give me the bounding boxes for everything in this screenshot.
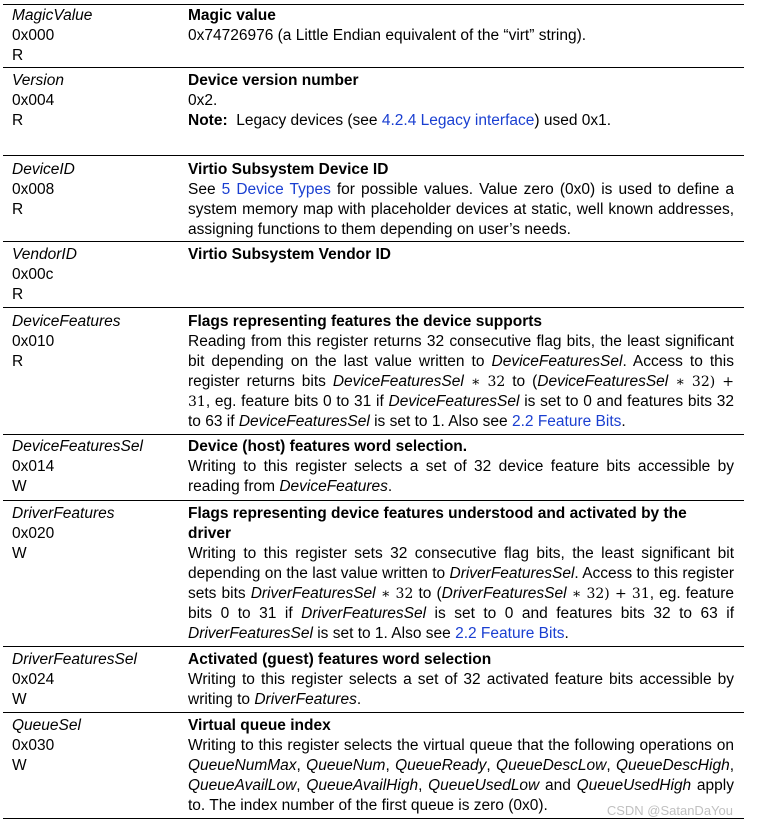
desc-text: apply to. The index number of the first queue is zero (0x0). — [188, 777, 734, 814]
register-title: Flags representing device features understood and activated by the driver — [188, 505, 687, 542]
math-expr: ∗ 32) + 31 — [188, 374, 735, 410]
separator: , — [418, 777, 429, 794]
description-cell — [188, 716, 734, 816]
separator: , — [296, 757, 307, 774]
register-description — [188, 332, 734, 432]
table-row — [3, 156, 744, 242]
register-offset: 0x008 — [12, 181, 55, 198]
desc-text: . — [621, 413, 626, 430]
register-ref: QueueAvailHigh — [306, 777, 419, 794]
register-access: W — [12, 757, 27, 774]
register-name: DeviceFeatures — [12, 313, 121, 330]
watermark: CSDN @SatanDaYou — [606, 803, 733, 818]
register-offset: 0x00c — [12, 266, 54, 283]
register-title: Magic value — [188, 7, 276, 24]
desc-text: , eg. feature bits 0 to 31 if — [188, 585, 735, 622]
separator: , — [729, 757, 734, 774]
register-ref: DriverFeatures — [254, 691, 357, 708]
desc-text: is set to 0 and features bits 32 to 63 if — [426, 605, 734, 622]
desc-text: . — [356, 691, 362, 708]
feature-bits-link[interactable]: 2.2 Feature Bits — [511, 413, 622, 430]
register-ref: QueueUsedHigh — [576, 777, 692, 794]
register-cell — [12, 245, 77, 305]
register-access: W — [12, 545, 27, 562]
note-label: Note: — [188, 112, 228, 129]
register-ref: QueueNumMax — [188, 757, 297, 774]
register-title: Device (host) features word selection. — [188, 438, 468, 455]
register-cell — [12, 6, 92, 66]
register-offset: 0x020 — [12, 525, 55, 542]
desc-text: . Access to this register returns bits — [188, 353, 734, 390]
separator: , — [606, 757, 616, 774]
table-row — [3, 501, 744, 647]
table-row — [3, 435, 744, 501]
register-title: Flags representing features the device supports — [188, 313, 543, 330]
desc-text: . — [564, 625, 569, 642]
register-title: Virtio Subsystem Vendor ID — [188, 246, 391, 263]
register-offset: 0x030 — [12, 737, 55, 754]
register-ref: DeviceFeaturesSel — [332, 373, 464, 390]
register-description — [188, 180, 734, 240]
desc-text: . — [387, 478, 393, 495]
register-ref: QueueNum — [306, 757, 386, 774]
register-offset: 0x004 — [12, 92, 55, 109]
description-cell — [188, 160, 734, 240]
register-cell — [12, 650, 137, 710]
description-cell — [188, 437, 734, 497]
register-ref: QueueAvailLow — [188, 777, 297, 794]
math-expr: ∗ 32 — [463, 374, 506, 390]
register-name: QueueSel — [12, 717, 81, 734]
register-cell — [12, 312, 121, 372]
desc-text: to ( — [505, 373, 538, 390]
device-types-link[interactable]: 5 Device Types — [221, 181, 331, 198]
note-text: Legacy devices (see — [227, 112, 382, 129]
register-ref: DriverFeaturesSel — [250, 585, 376, 602]
table-row — [3, 242, 744, 308]
register-name: VendorID — [12, 246, 77, 263]
desc-text: , eg. feature bits 0 to 31 if — [205, 393, 389, 410]
register-ref: DeviceFeaturesSel — [388, 393, 520, 410]
separator: , — [486, 757, 497, 774]
desc-text: Writing to this register sets 32 consecutive flag bits, the least significant bit depending on the last value written to — [188, 545, 734, 582]
register-ref: QueueDescHigh — [615, 757, 730, 774]
feature-bits-link[interactable]: 2.2 Feature Bits — [455, 625, 565, 642]
desc-text: See — [188, 181, 222, 198]
register-ref: DeviceFeaturesSel — [491, 353, 623, 370]
register-description — [188, 544, 734, 644]
table-row — [3, 647, 744, 713]
desc-text: to ( — [413, 585, 442, 602]
desc-text: for possible values. Value zero (0x0) is used to define a system memory map with placeholder devices at static, well known addresses, assigning functions to them depending on user’s needs. — [188, 181, 735, 238]
description-cell — [188, 6, 734, 46]
desc-text: and — [539, 777, 577, 794]
description-cell — [188, 71, 734, 131]
register-description: 0x74726976 (a Little Endian equivalent of the “virt” string). — [188, 27, 587, 44]
register-ref: DriverFeaturesSel — [449, 565, 575, 582]
register-ref: QueueUsedLow — [428, 777, 540, 794]
desc-text: Writing to this register selects a set of 32 device feature bits accessible by reading from — [188, 458, 734, 495]
separator: , — [296, 777, 307, 794]
desc-text: . Access to this register sets bits — [188, 565, 735, 602]
register-ref: DeviceFeaturesSel — [537, 373, 669, 390]
register-description — [188, 670, 734, 710]
table-row — [3, 69, 744, 156]
register-ref: DeviceFeatures — [279, 478, 388, 495]
table-row — [3, 4, 744, 68]
register-access: W — [12, 691, 27, 708]
register-title: Device version number — [188, 72, 359, 89]
register-ref: QueueReady — [395, 757, 487, 774]
desc-text: is set to 1. Also see — [312, 625, 456, 642]
register-name: MagicValue — [12, 7, 93, 24]
register-cell — [12, 437, 143, 497]
register-description — [188, 457, 734, 497]
legacy-interface-link[interactable]: 4.2.4 Legacy interface — [381, 112, 535, 129]
register-access: R — [12, 201, 24, 218]
register-name: DeviceID — [12, 161, 75, 178]
register-cell — [12, 504, 115, 564]
register-name: DriverFeaturesSel — [12, 651, 137, 668]
separator: , — [385, 757, 396, 774]
register-access: R — [12, 47, 24, 64]
description-cell — [188, 650, 734, 710]
register-name: Version — [12, 72, 64, 89]
desc-text: Writing to this register selects the virtual queue that the following operations on — [188, 737, 734, 754]
register-cell — [12, 160, 75, 220]
register-ref: DriverFeaturesSel — [301, 605, 427, 622]
register-ref: QueueDescLow — [496, 757, 607, 774]
register-ref: DriverFeaturesSel — [188, 625, 313, 642]
math-expr: ∗ 32 — [375, 586, 414, 602]
register-cell — [12, 71, 64, 131]
register-title: Virtio Subsystem Device ID — [188, 161, 389, 178]
register-name: DriverFeatures — [12, 505, 115, 522]
register-offset: 0x000 — [12, 27, 55, 44]
desc-text: is set to 1. Also see — [369, 413, 512, 430]
table-row — [3, 308, 744, 435]
register-description: 0x2. — [188, 92, 218, 109]
note-line — [188, 111, 734, 131]
desc-text: Reading from this register returns 32 consecutive flag bits, the least significant bit depending on the last value written to — [188, 333, 734, 370]
register-offset: 0x010 — [12, 333, 55, 350]
register-title: Virtual queue index — [188, 717, 331, 734]
register-access: R — [12, 112, 24, 129]
register-offset: 0x024 — [12, 671, 55, 688]
desc-text: is set to 0 and features bits 32 to 63 if — [188, 393, 734, 430]
register-offset: 0x014 — [12, 458, 55, 475]
note-text: ) used 0x1. — [534, 112, 612, 129]
register-name: DeviceFeaturesSel — [12, 438, 143, 455]
description-cell — [188, 504, 734, 644]
description-cell — [188, 245, 734, 265]
register-access: R — [12, 286, 24, 303]
math-expr: ∗ 32) + 31 — [566, 586, 650, 602]
desc-text: Writing to this register selects a set of 32 activated feature bits accessible by writing to — [188, 671, 734, 708]
register-access: R — [12, 353, 24, 370]
description-cell — [188, 312, 734, 432]
register-ref: DeviceFeaturesSel — [238, 413, 370, 430]
register-title: Activated (guest) features word selection — [188, 651, 492, 668]
register-ref: DriverFeaturesSel — [441, 585, 567, 602]
register-cell — [12, 716, 81, 776]
register-access: W — [12, 478, 27, 495]
